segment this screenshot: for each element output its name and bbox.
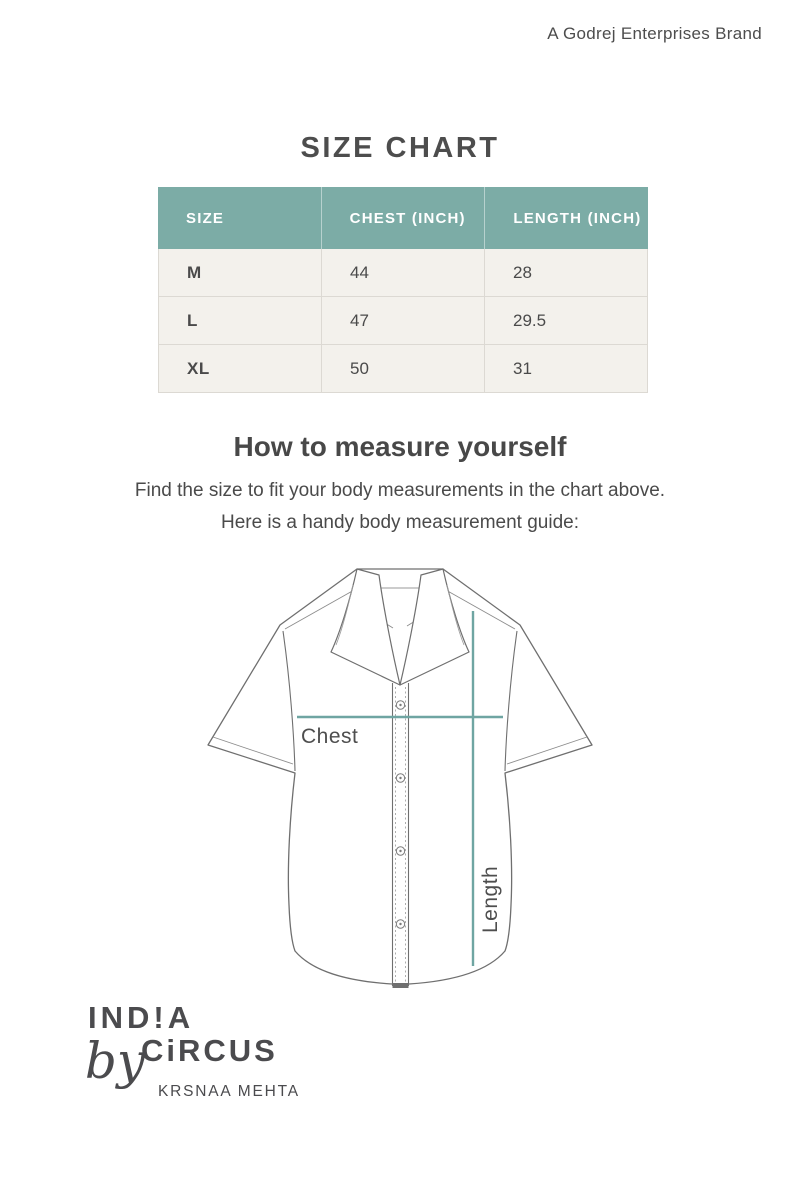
- table-row: [159, 249, 647, 296]
- measure-instruction-2: Here is a handy body measurement guide:: [220, 512, 580, 533]
- cell-length: 31: [484, 345, 647, 392]
- table-row: [159, 296, 647, 344]
- header-cell-size: SIZE: [186, 209, 225, 227]
- length-label: Length: [479, 865, 502, 933]
- brand-line: A Godrej Enterprises Brand: [547, 24, 762, 43]
- cell-length: 28: [484, 249, 647, 296]
- cell-size: M: [187, 262, 202, 282]
- shirt-svg: [200, 555, 600, 1000]
- chest-label: Chest: [301, 725, 359, 748]
- measure-instruction-1: Find the size to fit your body measurements in the chart above.: [134, 480, 666, 501]
- logo-krsnaa-mehta-text: KRSNAA MEHTA: [158, 1083, 300, 1100]
- header-cell-chest: CHEST (INCH): [321, 187, 485, 249]
- header-cell-length: LENGTH (INCH): [484, 187, 648, 249]
- table-row: [159, 344, 647, 392]
- cell-size: L: [187, 310, 198, 330]
- logo-circus-text: CiRCUS: [141, 1033, 278, 1068]
- cell-chest: 47: [321, 297, 484, 344]
- india-circus-logo: [84, 1000, 314, 1115]
- table-header-row: [158, 187, 648, 249]
- measure-heading: How to measure yourself: [233, 431, 567, 462]
- size-chart-title: SIZE CHART: [300, 132, 500, 164]
- cell-length: 29.5: [484, 297, 647, 344]
- shirt-illustration: [200, 555, 600, 1000]
- logo-india-text: IND!A: [88, 1000, 195, 1035]
- cell-size: XL: [187, 358, 210, 378]
- table-body: [158, 249, 648, 393]
- cell-chest: 44: [321, 249, 484, 296]
- cell-chest: 50: [321, 345, 484, 392]
- size-chart-table: [158, 187, 648, 393]
- logo-by-script: by: [84, 1032, 146, 1090]
- placket-bottom-tab: [393, 983, 409, 988]
